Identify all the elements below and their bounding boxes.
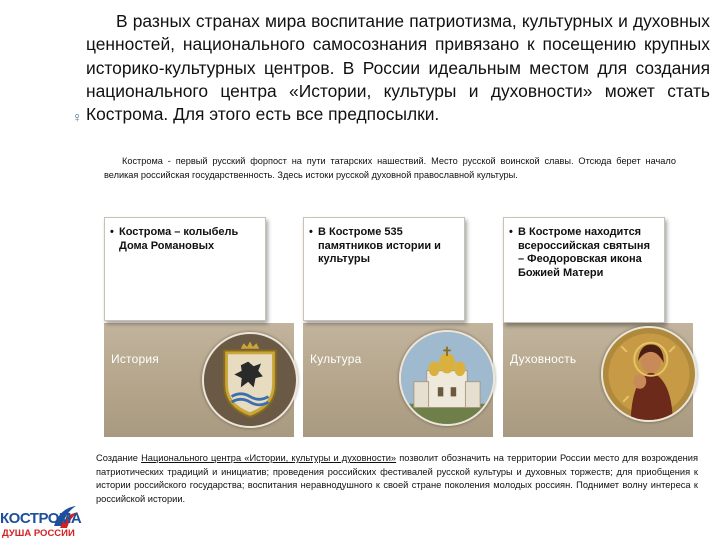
conclusion-after: позволит обозначить на территории России место для возрождения патриотических традиций и инициатив; проведения российских фестивалей русской культуры и духовных торжеств; для приобщения к истории российского государства; воспитания неравнодушного к своей стране поколения молодых россиян. Поднимет волну интереса к российской истории. bbox=[96, 453, 698, 504]
column-spirituality bbox=[503, 217, 693, 439]
logo-line1: КОСТРОМА bbox=[0, 510, 82, 527]
culture-label: Культура bbox=[310, 352, 362, 366]
sub-text: Кострома - первый русский форпост на пути татарских нашествий. Место русской воинской славы. Отсюда берет начало великая российская государственность. Здесь истоки русской духовной православной культуры. bbox=[104, 156, 676, 181]
icon-of-theotokos-icon bbox=[601, 326, 697, 422]
conclusion-paragraph bbox=[96, 452, 698, 506]
spirituality-card-text: В Костроме находится всероссийская святыня – Феодоровская икона Божией Матери bbox=[518, 226, 650, 279]
conclusion-before: Создание bbox=[96, 453, 142, 463]
culture-card-text: В Костроме 535 памятников истории и культуры bbox=[318, 226, 441, 265]
sub-paragraph bbox=[104, 154, 676, 183]
history-label: История bbox=[111, 352, 159, 366]
history-card bbox=[104, 217, 266, 321]
monastery-icon bbox=[399, 330, 495, 426]
logo-line2: ДУША РОССИИ bbox=[2, 528, 75, 539]
lead-paragraph bbox=[86, 10, 710, 126]
cursor-mark-icon: ♀ bbox=[72, 109, 83, 125]
column-culture bbox=[303, 217, 493, 439]
bullet-icon: • bbox=[110, 226, 114, 238]
history-card-text: Кострома – колыбель Дома Романовых bbox=[119, 226, 239, 252]
bullet-icon: • bbox=[309, 226, 313, 238]
lead-text: В разных странах мира воспитание патриотизма, культурных и духовных ценностей, национального самосознания привязано к посещению крупных историко-культурных центров. В России идеальным местом для создания национального центра «Истории, культуры и духовности» может стать Кострома. Для этого есть все предпосылки. bbox=[86, 11, 710, 125]
kostroma-coat-of-arms-icon bbox=[202, 332, 298, 428]
spirituality-label: Духовность bbox=[510, 352, 577, 366]
column-history bbox=[104, 217, 294, 439]
national-center-link: Национального центра «Истории, культуры и духовности» bbox=[141, 453, 397, 463]
kostroma-logo bbox=[0, 510, 80, 540]
culture-card bbox=[303, 217, 465, 321]
bullet-icon: • bbox=[509, 226, 513, 238]
spirituality-card bbox=[503, 217, 665, 323]
